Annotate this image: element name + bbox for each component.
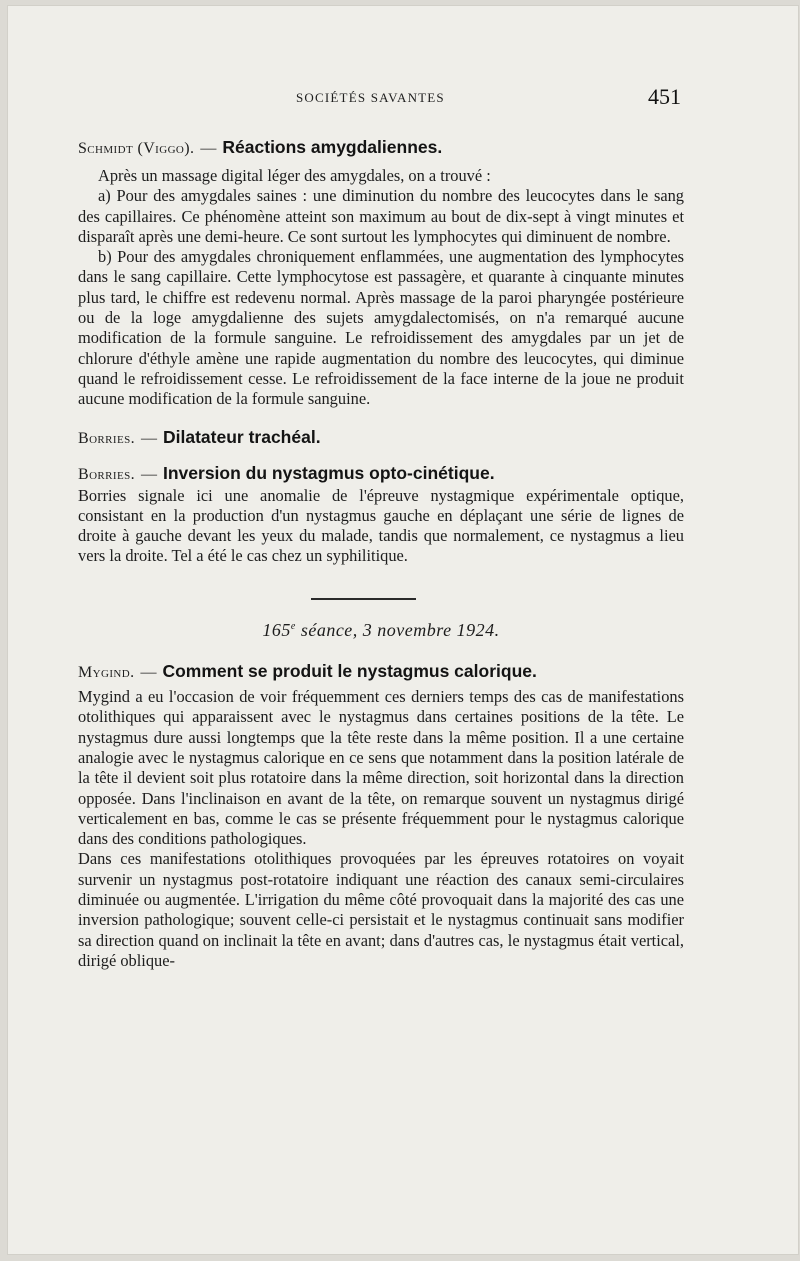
entry-borries-inversion — [78, 462, 684, 567]
paragraph: Après un massage digital léger des amygdales, on a trouvé : — [98, 166, 491, 185]
page-number: 451 — [648, 84, 681, 109]
entry-title: Dilatateur trachéal. — [163, 426, 321, 447]
entry-title: Inversion du nystagmus opto-cinétique. — [163, 462, 495, 483]
entry-author: Mygind. — [78, 664, 135, 682]
heading-dash: — — [200, 140, 217, 157]
entry-mygind — [78, 660, 684, 971]
page-body — [78, 136, 684, 971]
entry-author: Borries. — [78, 429, 135, 447]
entry-heading — [78, 660, 684, 684]
entry-title: Réactions amygdaliennes. — [222, 137, 443, 157]
divider-rule — [311, 598, 416, 600]
heading-dash: — — [141, 429, 157, 447]
session-text: séance, 3 novembre 1924. — [295, 619, 500, 640]
running-title: SOCIÉTÉS SAVANTES — [296, 90, 445, 105]
paragraph: b) Pour des amygdales chroniquement enflammées, une augmentation des lymphocytes dans le sang capillaire. Cette lymphocytose est passagère, et quarante à cinquante minutes plus tard, le chiffre est redevenu normal. Après massage de la paroi pharyngée postérieure ou de la loge amygdalienne des sujets amygdalectomisés, on n'a remarqué aucune modification de la formule sanguine. Le refroidissement des amygdales par un jet de chlorure d'éthyle amène une rapide augmentation du nombre des leucocytes, qui diminue quand le refroidissement cesse. Le refroidissement de la face interne de la joue ne produit aucune modification de la formule sanguine. — [78, 247, 684, 409]
entry-title: Comment se produit le nystagmus calorique. — [162, 661, 537, 682]
entry-schmidt — [78, 136, 684, 410]
paragraph: Dans ces manifestations otolithiques provoquées par les épreuves rotatoires on voyait survenir un nystagmus post-rotatoire indiquant une réaction des canaux semi-circulaires diminuée ou augmentée. L'irrigation du même côté provoquait dans la majorité des cas une inversion pathologique; souvent celle-ci persistait et le nystagmus continuait sans modifier sa direction quand on inclinait la tête en avant; dans d'autres cas, le nystagmus était vertical, dirigé oblique- — [78, 849, 684, 970]
heading-dash: — — [141, 465, 157, 483]
paragraph: Mygind a eu l'occasion de voir fréquemment ces derniers temps des cas de manifestations otolithiques qui apparaissent avec le nystagmus dans certaines positions de la tête. Le nystagmus dure aussi longtemps que la tête reste dans la même position. Il a une certaine analogie avec le nystagmus calorique en ce sens que notamment dans la position latérale de la tête il devient soit plus rotatoire dans la même direction, soit horizontal dans la direction opposée. Dans l'inclinaison en avant de la tête, on remarque souvent un nystagmus dirigé verticalement en bas, comme le cas se présente fréquemment pour le nystagmus calorique dans des conditions pathologiques. — [78, 687, 684, 849]
session-date — [78, 617, 684, 640]
entry-author: Borries. — [78, 465, 135, 483]
session-number: 165 — [262, 619, 291, 640]
entry-borries-dilatateur — [78, 426, 684, 450]
page-header — [0, 86, 800, 116]
paragraph: Borries signale ici une anomalie de l'épreuve nystagmique expérimentale optique, consistant en la production d'un nystagmus gauche en déplaçant une série de lignes de droite à gauche devant les yeux du malade, tandis que normalement, ce nystagmus a lieu vers la droite. Tel a été le cas chez un syphilitique. — [78, 485, 684, 566]
section-divider — [78, 567, 684, 617]
entry-heading — [78, 462, 684, 486]
entry-heading — [78, 136, 684, 160]
session-suffix: e — [290, 620, 296, 632]
heading-dash: — — [140, 664, 157, 682]
entry-author: Schmidt (Viggo). — [78, 140, 195, 157]
paragraph: a) Pour des amygdales saines : une diminution du nombre des leucocytes dans le sang des capillaires. Ce phénomène atteint son maximum au bout de dix-sept à vingt minutes et disparaît après une demi-heure. Ce sont surtout les lymphocytes qui diminuent de nombre. — [78, 186, 684, 246]
entry-heading — [78, 426, 684, 450]
